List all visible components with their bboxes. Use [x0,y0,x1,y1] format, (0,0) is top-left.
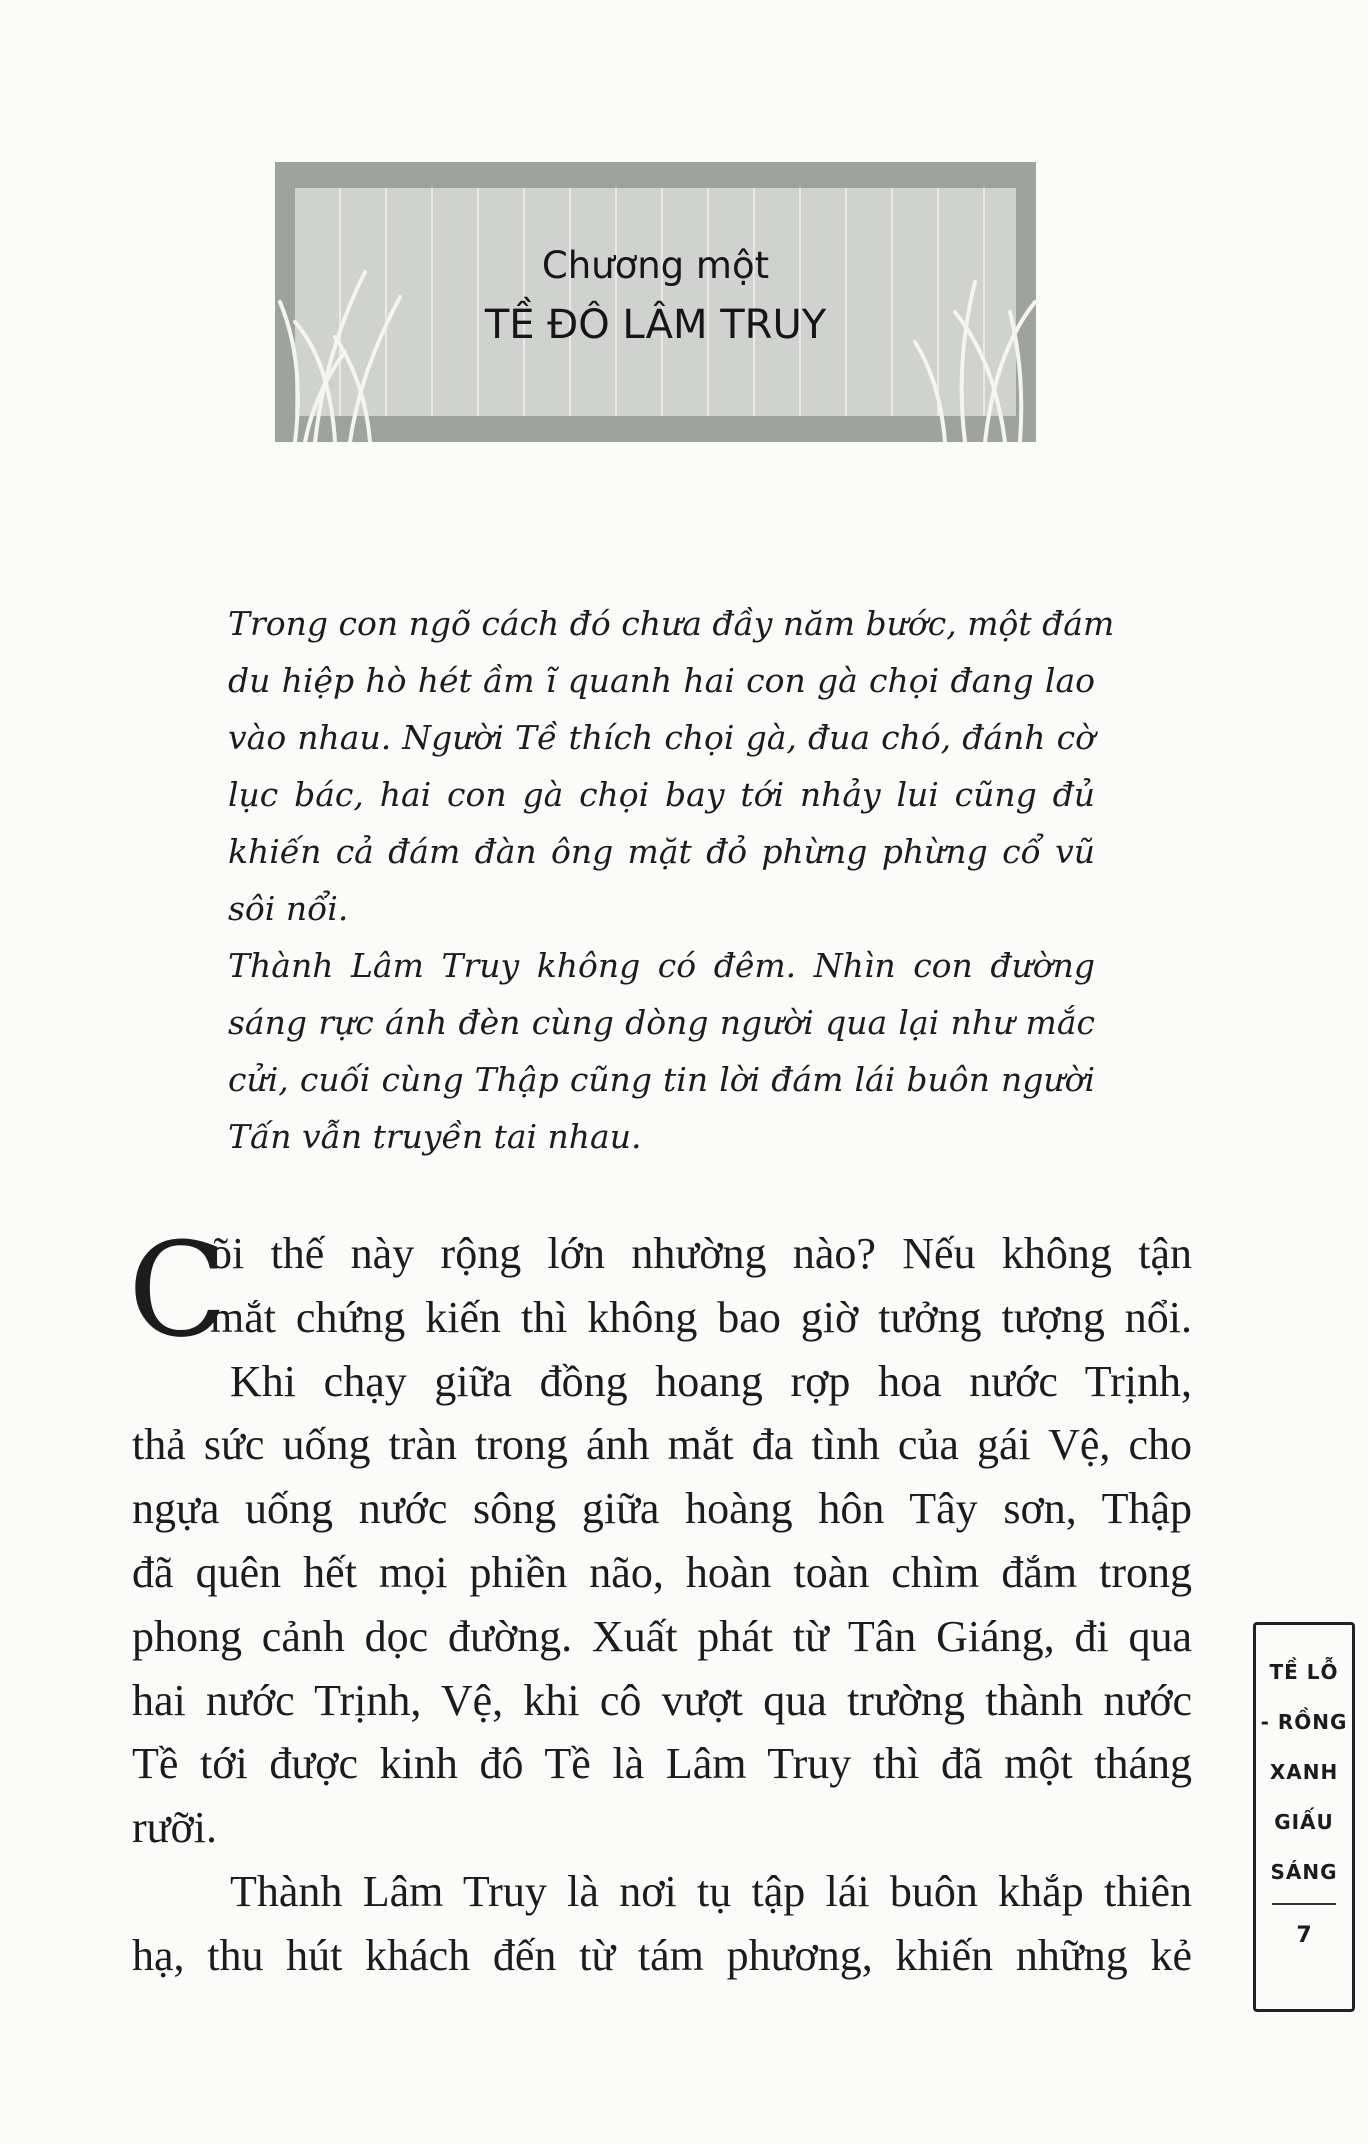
body-line: phong cảnh dọc đường. Xuất phát từ Tân Giáng, đi qua [132,1611,1192,1661]
drop-cap: C [128,1214,228,1366]
body-line: õi thế này rộng lớn nhường nào? Nếu không tận [210,1229,1192,1278]
epigraph-line: du hiệp hò hét ầm ĩ quanh hai con gà chọi đang lao [228,661,1095,700]
body-line: hai nước Trịnh, Vệ, khi cô vượt qua trường thành nước [132,1675,1192,1725]
body-line: hạ, thu hút khách đến từ tám phương, khiến những kẻ [132,1930,1192,1980]
side-tab-title-line: - RỒNG [1260,1710,1348,1734]
epigraph-line: cửi, cuối cùng Thập cũng tin lời đám lái buôn người [228,1060,1095,1099]
body-line: Khi chạy giữa đồng hoang rợp hoa nước Trịnh, [230,1356,1192,1406]
side-tab-title-line: SÁNG [1270,1860,1338,1884]
side-tab-title-line: XANH [1269,1760,1339,1784]
body-line: mắt chứng kiến thì không bao giờ tưởng tượng nổi. [210,1292,1192,1342]
epigraph-line: Tấn vẫn truyền tai nhau. [228,1117,642,1156]
chapter-header [275,162,1036,442]
side-tab [1253,1622,1355,2012]
epigraph-line: vào nhau. Người Tề thích chọi gà, đua chó, đánh cờ [228,718,1095,757]
body-line: ngựa uống nước sông giữa hoàng hôn Tây sơn, Thập [132,1484,1192,1534]
chapter-title: TỀ ĐÔ LÂM TRUY [484,302,827,348]
chapter-label: Chương một [541,244,770,287]
epigraph-line: lục bác, hai con gà chọi bay tới nhảy lui cũng đủ [228,775,1095,814]
page-number: 7 [1296,1923,1312,1948]
epigraph-line: Thành Lâm Truy không có đêm. Nhìn con đường [228,946,1095,985]
body-line: Tề tới được kinh đô Tề là Lâm Truy thì đã một tháng [132,1739,1192,1789]
body-line: rưỡi. [132,1803,217,1853]
body-line: Thành Lâm Truy là nơi tụ tập lái buôn khắp thiên [230,1866,1192,1916]
epigraph [228,595,1115,1165]
side-tab-title-line: GIẤU [1274,1810,1334,1834]
side-tab-title-line: TỀ LỖ [1269,1660,1339,1684]
divider [1272,1903,1336,1905]
epigraph-line: sáng rực ánh đèn cùng dòng người qua lại như mắc [228,1003,1095,1042]
epigraph-line: khiến cả đám đàn ông mặt đỏ phừng phừng cổ vũ [228,832,1095,871]
epigraph-line: sôi nổi. [228,889,349,928]
body-line: thả sức uống tràn trong ánh mắt đa tình của gái Vệ, cho [132,1420,1192,1470]
epigraph-line: Trong con ngõ cách đó chưa đầy năm bước, một đám [228,604,1115,643]
body-text [128,1214,1192,1988]
body-line: đã quên hết mọi phiền não, hoàn toàn chìm đắm trong [132,1547,1192,1597]
